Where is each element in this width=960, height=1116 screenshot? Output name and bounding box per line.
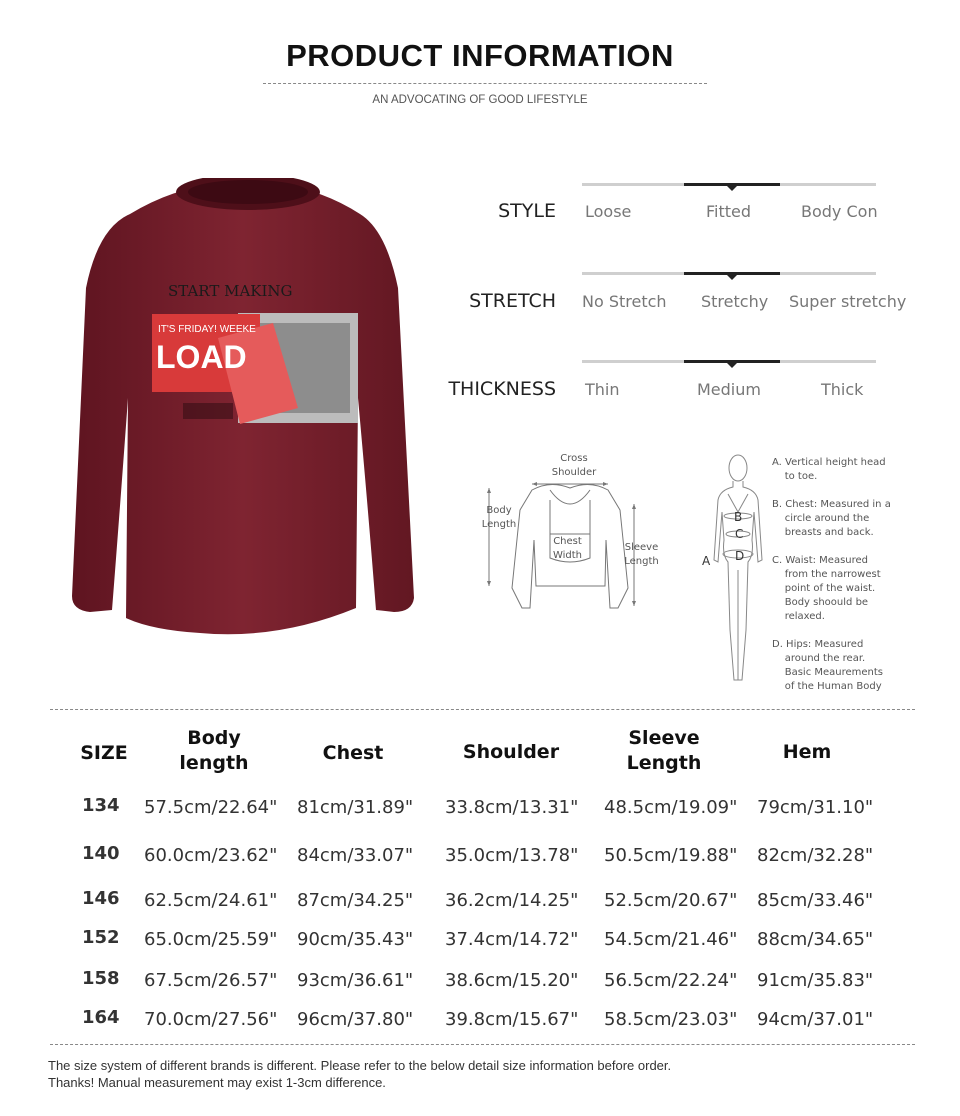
table-header-cell: Sleeve Length <box>626 727 702 774</box>
chest-width-label: Chest Width <box>552 536 583 561</box>
measurement-cell: 33.8cm/13.31" <box>445 797 579 818</box>
size-cell: 134 <box>82 795 120 816</box>
size-cell: 152 <box>82 927 120 948</box>
table-header-cell: Body length <box>179 727 249 774</box>
attr-label-thickness: THICKNESS <box>448 378 556 400</box>
measurement-cell: 91cm/35.83" <box>757 970 874 991</box>
measurement-cell: 94cm/37.01" <box>757 1009 874 1030</box>
attr-scale-pointer-icon <box>727 363 737 368</box>
table-header-cell: SIZE <box>80 742 128 764</box>
sleeve-length-label: Sleeve Length <box>624 542 659 567</box>
attr-option: Thin <box>585 380 620 399</box>
cross-shoulder-label: Cross Shoulder <box>551 453 597 478</box>
size-cell: 164 <box>82 1007 120 1028</box>
attr-label-stretch: STRETCH <box>469 290 556 312</box>
table-header-cell: Hem <box>782 741 832 763</box>
measurement-cell: 54.5cm/21.46" <box>604 929 738 950</box>
size-cell: 140 <box>82 843 120 864</box>
marker-d: D <box>735 549 745 563</box>
measurement-cell: 56.5cm/22.24" <box>604 970 738 991</box>
footer-note-1: The size system of different brands is different. Please refer to the below detail size information before order. <box>48 1058 672 1073</box>
table-header-cell: Chest <box>322 742 384 764</box>
measurement-cell: 65.0cm/25.59" <box>144 929 278 950</box>
measurement-cell: 36.2cm/14.25" <box>445 890 579 911</box>
measurement-cell: 52.5cm/20.67" <box>604 890 738 911</box>
attr-scale-pointer-icon <box>727 275 737 280</box>
title-divider <box>263 83 707 84</box>
measurement-cell: 39.8cm/15.67" <box>445 1009 579 1030</box>
measurement-cell: 84cm/33.07" <box>297 845 414 866</box>
attr-option: Fitted <box>706 202 752 221</box>
measurement-cell: 93cm/36.61" <box>297 970 414 991</box>
print-line-2: IT'S FRIDAY! WEEKE <box>158 324 256 335</box>
measurement-cell: 79cm/31.10" <box>757 797 874 818</box>
marker-c: C <box>735 527 744 541</box>
measurement-cell: 50.5cm/19.88" <box>604 845 738 866</box>
page-title: PRODUCT INFORMATION <box>286 38 674 73</box>
note-d: D. Hips: Measured around the rear. Basic Meaurements of the Human Body <box>772 639 884 692</box>
measurement-cell: 82cm/32.28" <box>757 845 874 866</box>
size-cell: 158 <box>82 968 120 989</box>
measurement-cell: 87cm/34.25" <box>297 890 414 911</box>
attr-option: Body Con <box>801 202 878 221</box>
note-b: B. Chest: Measured in a circle around the breasts and back. <box>772 499 891 538</box>
print-line-3: LOAD <box>156 339 247 375</box>
page-subtitle: AN ADVOCATING OF GOOD LIFESTYLE <box>372 94 588 106</box>
note-c: C. Waist: Measured from the narrowest point of the waist. Body shoould be relaxed. <box>772 555 881 622</box>
measurement-cell: 35.0cm/13.78" <box>445 845 579 866</box>
table-bottom-divider <box>50 1044 915 1045</box>
attr-scale-pointer-icon <box>727 186 737 191</box>
measurement-cell: 48.5cm/19.09" <box>604 797 738 818</box>
table-header-cell: Shoulder <box>462 741 560 763</box>
measurement-cell: 62.5cm/24.61" <box>144 890 278 911</box>
measurement-cell: 96cm/37.80" <box>297 1009 414 1030</box>
attr-option: Super stretchy <box>789 292 907 311</box>
measurement-cell: 81cm/31.89" <box>297 797 414 818</box>
attr-option: Medium <box>697 380 761 399</box>
note-a: A. Vertical height head to toe. <box>772 457 886 482</box>
measurement-cell: 67.5cm/26.57" <box>144 970 278 991</box>
attr-label-style: STYLE <box>498 200 556 222</box>
measurement-cell: 85cm/33.46" <box>757 890 874 911</box>
measurement-cell: 38.6cm/15.20" <box>445 970 579 991</box>
body-length-label: Body Length <box>481 505 517 530</box>
measurement-cell: 70.0cm/27.56" <box>144 1009 278 1030</box>
attr-option: Loose <box>585 202 632 221</box>
marker-a: A <box>702 554 711 568</box>
measurement-cell: 60.0cm/23.62" <box>144 845 278 866</box>
attr-option: No Stretch <box>582 292 667 311</box>
marker-b: B <box>734 510 743 524</box>
size-cell: 146 <box>82 888 120 909</box>
table-top-divider <box>50 709 915 710</box>
footer-note-2: Thanks! Manual measurement may exist 1-3cm difference. <box>48 1075 386 1090</box>
measurement-cell: 37.4cm/14.72" <box>445 929 579 950</box>
measurement-cell: 58.5cm/23.03" <box>604 1009 738 1030</box>
attr-option: Thick <box>821 380 864 399</box>
print-line-1: START MAKING <box>168 282 293 300</box>
human-body-diagram <box>700 450 770 686</box>
measurement-cell: 57.5cm/22.64" <box>144 797 278 818</box>
measurement-cell: 90cm/35.43" <box>297 929 414 950</box>
measurement-cell: 88cm/34.65" <box>757 929 874 950</box>
product-shirt-image <box>68 178 420 636</box>
attr-option: Stretchy <box>701 292 769 311</box>
